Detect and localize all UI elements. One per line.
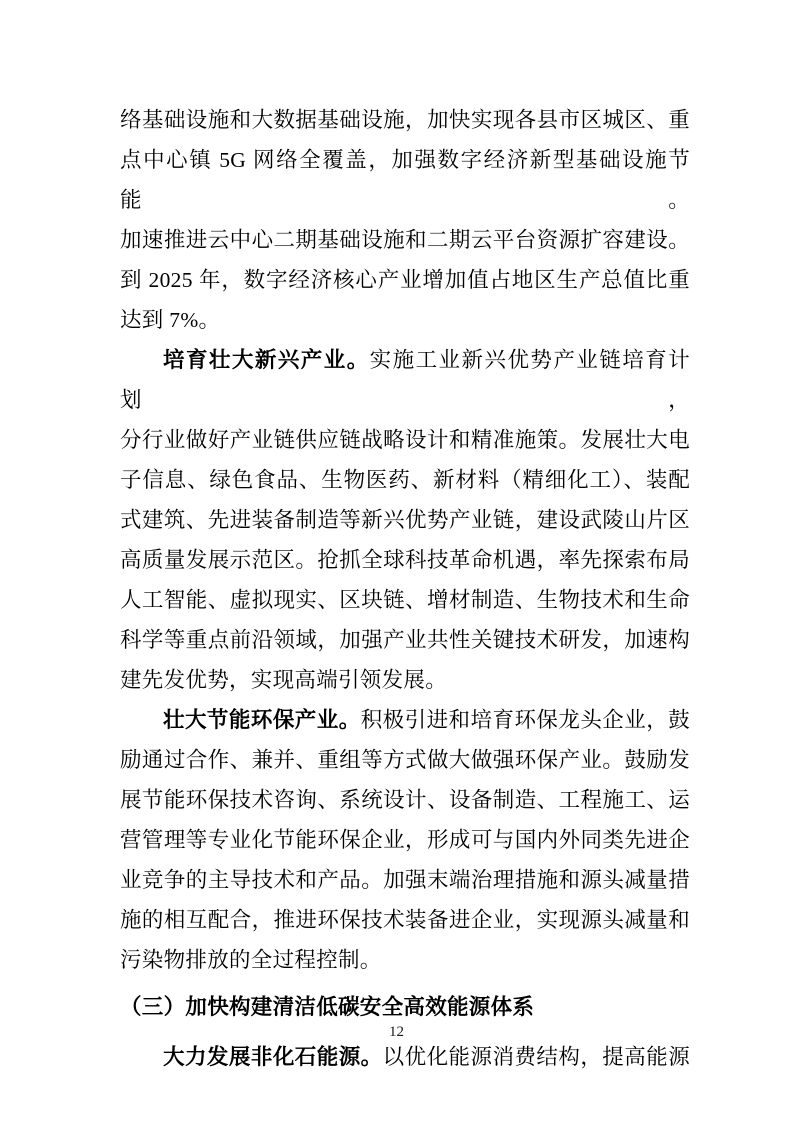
text-line-text: 积极引进和培育环保龙头企业，鼓 — [360, 708, 690, 732]
text-line — [120, 860, 690, 900]
paragraph-lead-in: 培育壮大新兴产业。 — [163, 348, 370, 372]
text-line — [120, 340, 690, 420]
text-line — [120, 420, 690, 460]
text-line-text: 污染物排放的全过程控制。 — [120, 948, 382, 972]
text-line — [120, 1037, 690, 1077]
section-heading: （三）加快构建清洁低碳安全高效能源体系 — [120, 995, 535, 1019]
text-line-text: 子信息、绿色食品、生物医药、新材料（精细化工）、装配 — [120, 468, 690, 492]
text-line — [120, 580, 690, 620]
text-line — [120, 260, 690, 300]
text-line — [120, 300, 690, 340]
paragraph-lead-in: 壮大节能环保产业。 — [163, 708, 361, 732]
text-line-text: 建先发优势，实现高端引领发展。 — [120, 668, 448, 692]
text-line-text: 到 2025 年，数字经济核心产业增加值占地区生产总值比重 — [120, 268, 690, 292]
text-line — [120, 500, 690, 540]
text-line — [120, 780, 690, 820]
text-line-text: 达到 7%。 — [120, 308, 221, 332]
text-line — [120, 540, 690, 580]
text-line-text: 展节能环保技术咨询、系统设计、设备制造、工程施工、运 — [120, 788, 690, 812]
text-line-text: 业竞争的主导技术和产品。加强末端治理措施和源头减量措 — [120, 868, 690, 892]
page-number: 12 — [389, 1024, 404, 1040]
text-line-text: 营管理等专业化节能环保企业，形成可与国内外同类先进企 — [120, 828, 690, 852]
text-line — [120, 700, 690, 740]
text-line-text: 施的相互配合，推进环保技术装备进企业，实现源头减量和 — [120, 908, 690, 932]
text-line — [120, 220, 690, 260]
text-line — [120, 740, 690, 780]
text-line-text: 式建筑、先进装备制造等新兴优势产业链，建设武陵山片区 — [120, 508, 690, 532]
text-line — [120, 940, 690, 980]
text-line — [120, 900, 690, 940]
text-line — [120, 140, 690, 220]
paragraph-lead-in: 大力发展非化石能源。 — [163, 1045, 383, 1069]
text-line-text: 以优化能源消费结构，提高能源 — [382, 1045, 690, 1069]
text-line-text: 励通过合作、兼并、重组等方式做大做强环保产业。鼓励发 — [120, 748, 690, 772]
text-line-text: 科学等重点前沿领域，加强产业共性关键技术研发，加速构 — [120, 628, 690, 652]
text-line-text: 人工智能、虚拟现实、区块链、增材制造、生物技术和生命 — [120, 588, 690, 612]
text-line — [120, 660, 690, 700]
text-line — [120, 100, 690, 140]
text-line — [120, 460, 690, 500]
text-line-text: 实施工业新兴优势产业链培育计划， — [120, 348, 690, 412]
text-line — [120, 820, 690, 860]
document-body — [120, 100, 690, 1077]
text-line-text: 加速推进云中心二期基础设施和二期云平台资源扩容建设。 — [120, 228, 690, 252]
text-line — [120, 620, 690, 660]
text-line-text: 络基础设施和大数据基础设施，加快实现各县市区城区、重 — [120, 108, 690, 132]
text-line-text: 分行业做好产业链供应链战略设计和精准施策。发展壮大电 — [120, 428, 690, 452]
text-line-text: 点中心镇 5G 网络全覆盖，加强数字经济新型基础设施节能。 — [120, 148, 690, 212]
text-line-text: 高质量发展示范区。抢抓全球科技革命机遇，率先探索布局 — [120, 548, 690, 572]
